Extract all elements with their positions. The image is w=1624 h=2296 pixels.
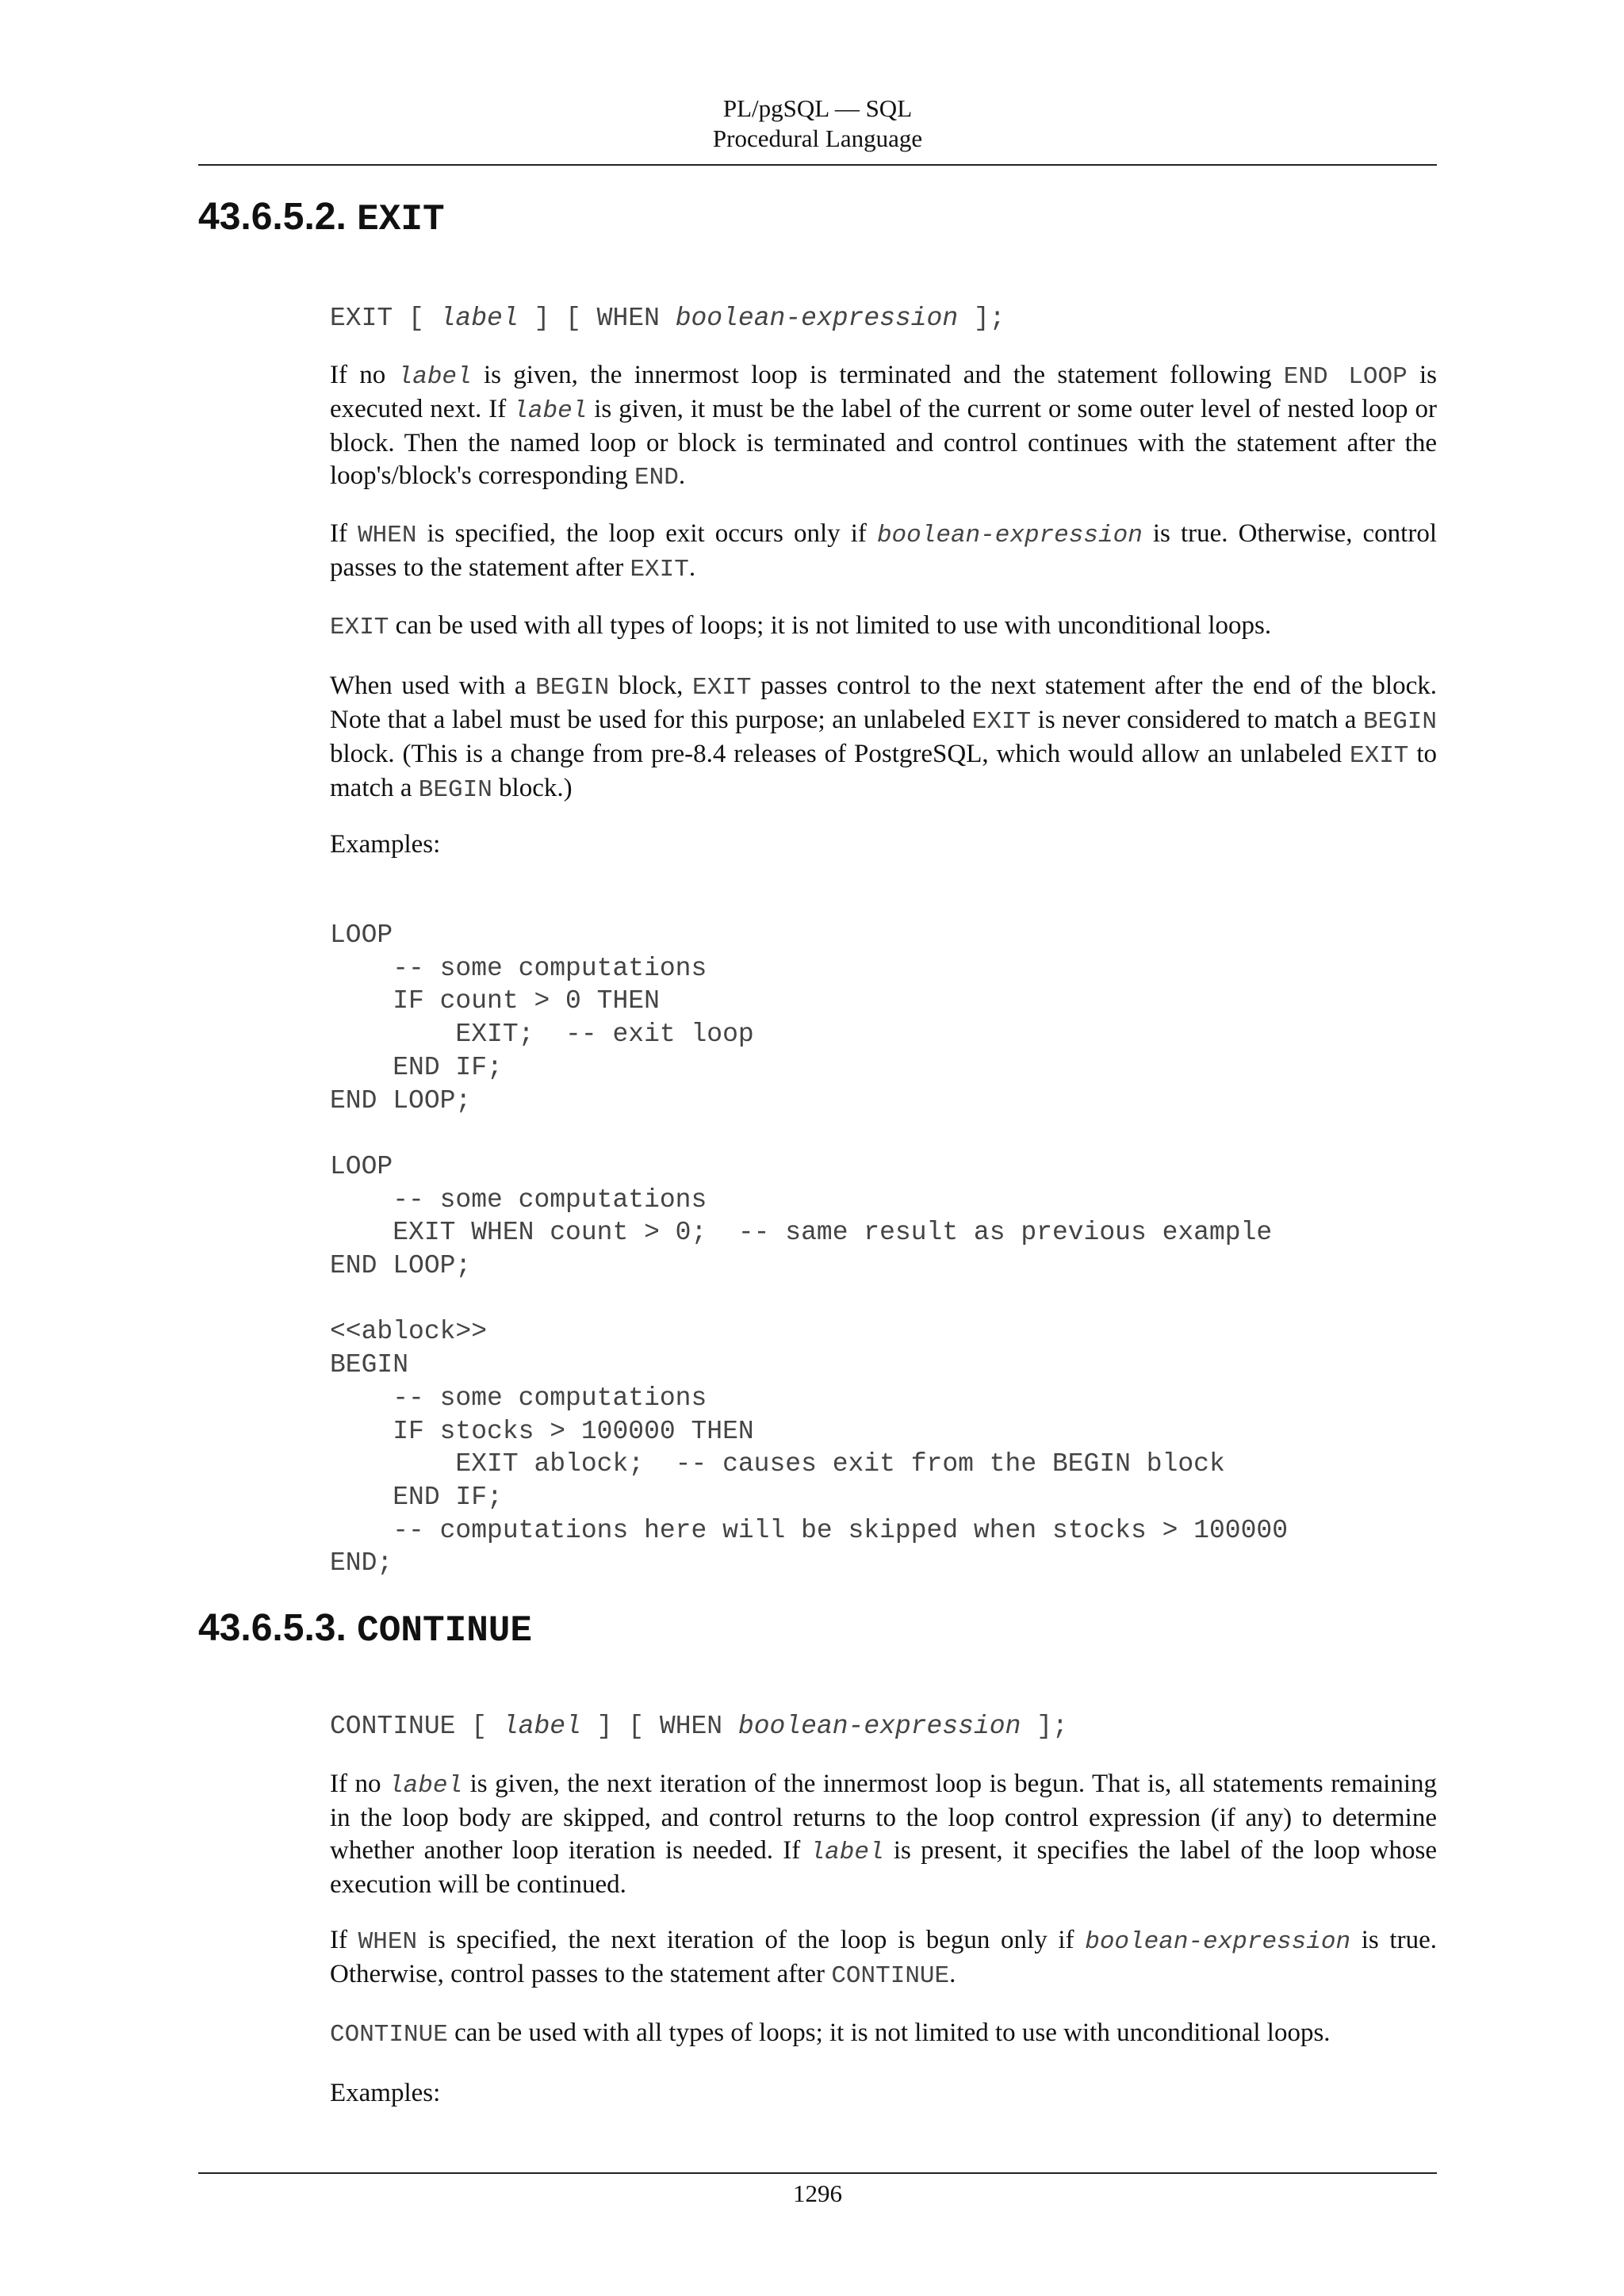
header-line-1: PL/pgSQL — SQL [722, 94, 913, 122]
synopsis-param: boolean-expression [675, 304, 959, 333]
synopsis-text: ]; [1021, 1712, 1068, 1741]
synopsis-param: label [502, 1712, 581, 1741]
exit-paragraph-2: If WHEN is specified, the loop exit occurs only if boolean-expression is true. Otherwise, control passes to the statement after EXIT. [330, 519, 1438, 584]
section-heading-continue [198, 1606, 532, 1653]
synopsis-text: ]; [958, 304, 1005, 333]
footer-rule [198, 2172, 1437, 2174]
section-number: 43.6.5.3. [198, 1607, 347, 1649]
exit-paragraph-4: When used with a BEGIN block, EXIT passes control to the next statement after the end of the block. Note that a label must be used for this purpose; an unlabeled EXIT is never considered to match a BEGIN block. (This is a change from pre-8.4 releases of PostgreSQL, which would allow an unlabeled EXIT to match a BEGIN block.) [330, 672, 1437, 804]
continue-examples-label: Examples: [330, 2079, 441, 2107]
synopsis-text: CONTINUE [ [330, 1712, 503, 1741]
header-line-2: Procedural Language [712, 124, 923, 152]
continue-paragraph-2: If WHEN is specified, the next iteration of the loop is begun only if boolean-expression is true. Otherwise, control passes to the statement after CONTINUE. [330, 1926, 1437, 1990]
section-title: EXIT [357, 199, 445, 240]
continue-synopsis [330, 1711, 1068, 1743]
page-header [198, 94, 1437, 154]
header-rule [198, 164, 1437, 166]
exit-examples-label: Examples: [330, 830, 441, 859]
synopsis-param: boolean-expression [737, 1712, 1021, 1741]
exit-paragraph-1: If no label is given, the innermost loop is terminated and the statement following END LOOP is executed next. If label is given, it must be the label of the current or some outer level of nested loop or block. Then the named loop or block is terminated and control continues with the statement after the loop's/block's corresponding END. [330, 361, 1437, 492]
continue-paragraph-1: If no label is given, the next iteration of the innermost loop is begun. That is, all statements remaining in the loop body are skipped, and control returns to the loop control expression (if any) to determine whether another loop iteration is needed. If label is present, it specifies the label of the loop whose execution will be continued. [330, 1770, 1437, 1899]
exit-synopsis [330, 303, 1005, 335]
exit-paragraph-3: EXIT can be used with all types of loops; it is not limited to use with unconditional loops. [330, 611, 1272, 641]
synopsis-text: EXIT [ [330, 304, 440, 333]
page-number: 1296 [793, 2179, 842, 2207]
synopsis-text: ] [ WHEN [518, 304, 676, 333]
exit-code-example: LOOP -- some computations IF count > 0 THEN EXIT; -- exit loop END IF; END LOOP; LOOP -- some computations EXIT WHEN count > 0; -- same result as previous example END LOOP; <<ablock>> BEGIN -- some computations IF stocks > 100000 THEN EXIT ablock; -- causes exit from the BEGIN block END IF; -- computations here will be skipped when stocks > 100000 END; [330, 920, 1288, 1578]
synopsis-text: ] [ WHEN [580, 1712, 738, 1741]
continue-paragraph-3: CONTINUE can be used with all types of loops; it is not limited to use with unconditional loops. [330, 2019, 1331, 2049]
section-heading-exit [198, 195, 445, 242]
section-number: 43.6.5.2. [198, 196, 347, 238]
synopsis-param: label [439, 304, 519, 333]
section-title: CONTINUE [357, 1610, 533, 1651]
